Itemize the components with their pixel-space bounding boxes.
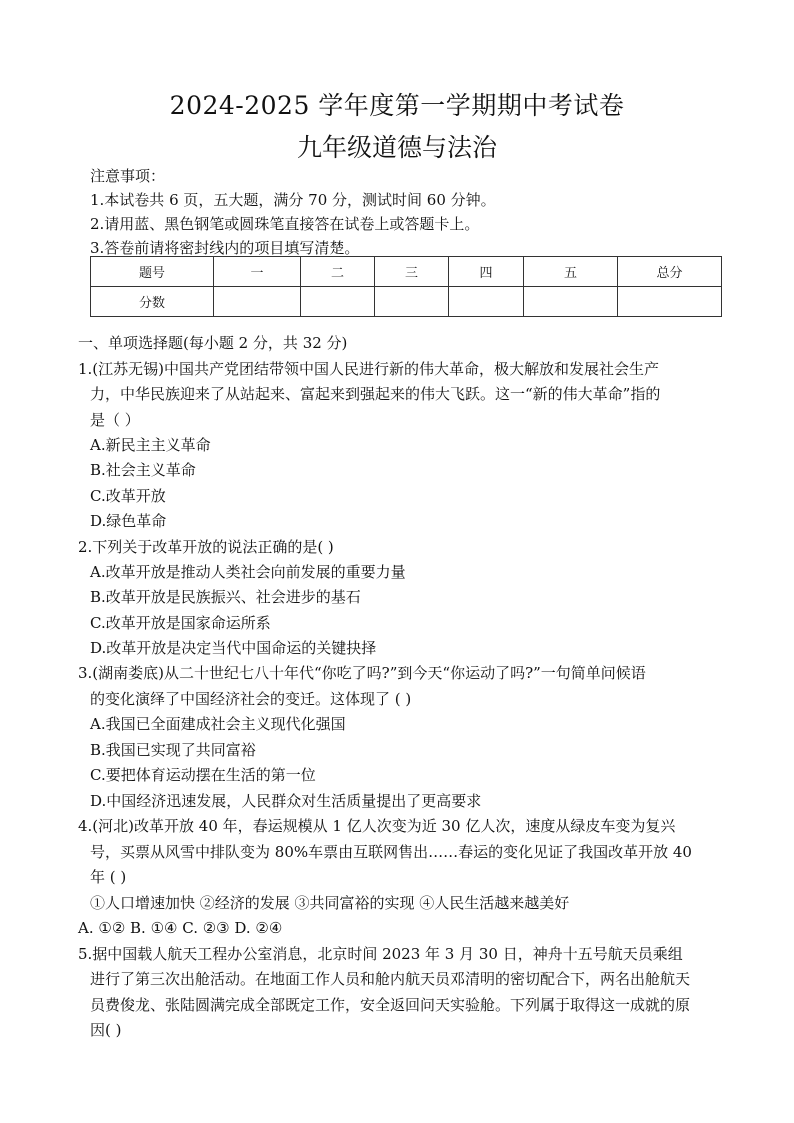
option-a: A.新民主主义革命 xyxy=(90,436,211,454)
score-cell: 一 xyxy=(214,257,301,287)
option-a: A.我国已全面建成社会主义现代化强国 xyxy=(90,715,346,733)
notice-item: 2.请用蓝、黑色钢笔或圆珠笔直接答在试卷上或答题卡上。 xyxy=(90,215,480,233)
question-text: 年 ( ) xyxy=(90,868,127,886)
score-cell: 五 xyxy=(524,257,618,287)
score-input-cell[interactable] xyxy=(618,287,722,317)
question-statements: ①人口增速加快 ②经济的发展 ③共同富裕的实现 ④人民生活越来越美好 xyxy=(90,894,570,912)
score-cell: 三 xyxy=(375,257,449,287)
question-text: 是（ ） xyxy=(90,411,140,429)
option-d: D.绿色革命 xyxy=(90,512,167,530)
question-text: 4.(河北)改革开放 40 年，春运规模从 1 亿人次变为近 30 亿人次，速度从绿皮车变为复兴 xyxy=(78,817,676,835)
score-input-cell[interactable] xyxy=(301,287,375,317)
notice-item: 1.本试卷共 6 页，五大题，满分 70 分，测试时间 60 分钟。 xyxy=(90,191,496,209)
question-text: 5.据中国载人航天工程办公室消息，北京时间 2023 年 3 月 30 日，神舟十五号航天员乘组 xyxy=(78,945,683,963)
score-input-cell[interactable] xyxy=(449,287,524,317)
question-text: 力，中华民族迎来了从站起来、富起来到强起来的伟大飞跃。这一“新的伟大革命”指的 xyxy=(90,385,661,403)
exam-title: 2024-2025 学年度第一学期期中考试卷 xyxy=(169,91,625,120)
section-heading: 一、单项选择题(每小题 2 分，共 32 分) xyxy=(78,334,348,352)
question-text: 1.(江苏无锡)中国共产党团结带领中国人民进行新的伟大革命，极大解放和发展社会生产 xyxy=(78,360,660,378)
option-c: C.改革开放是国家命运所系 xyxy=(90,614,271,632)
score-cell: 二 xyxy=(301,257,375,287)
exam-subject: 九年级道德与法治 xyxy=(296,133,497,162)
score-cell: 四 xyxy=(449,257,524,287)
question-choices: A. ①② B. ①④ C. ②③ D. ②④ xyxy=(78,919,283,937)
option-b: B.改革开放是民族振兴、社会进步的基石 xyxy=(90,588,361,606)
score-table-header-row xyxy=(91,257,722,287)
question-text: 员费俊龙、张陆圆满完成全部既定工作，安全返回问天实验舱。下列属于取得这一成就的原 xyxy=(90,996,691,1014)
option-b: B.社会主义革命 xyxy=(90,461,196,479)
score-input-cell[interactable] xyxy=(214,287,301,317)
option-c: C.要把体育运动摆在生活的第一位 xyxy=(90,766,316,784)
question-text: 因( ) xyxy=(90,1021,122,1039)
question-text: 进行了第三次出舱活动。在地面工作人员和舱内航天员邓清明的密切配合下，两名出舱航天 xyxy=(90,970,691,988)
question-text: 号，买票从风雪中排队变为 80%车票由互联网售出……春运的变化见证了我国改革开放 40 xyxy=(90,843,692,861)
score-cell-label: 分数 xyxy=(91,287,214,317)
option-c: C.改革开放 xyxy=(90,487,166,505)
option-d: D.中国经济迅速发展，人民群众对生活质量提出了更高要求 xyxy=(90,792,482,810)
score-table xyxy=(90,256,722,317)
score-input-cell[interactable] xyxy=(524,287,618,317)
option-d: D.改革开放是决定当代中国命运的关键抉择 xyxy=(90,639,377,657)
score-table-score-row xyxy=(91,287,722,317)
notice-item: 3.答卷前请将密封线内的项目填写清楚。 xyxy=(90,239,360,257)
question-text: 2.下列关于改革开放的说法正确的是( ) xyxy=(78,538,334,556)
score-cell: 总分 xyxy=(618,257,722,287)
notice-heading: 注意事项： xyxy=(90,167,166,185)
score-cell-label: 题号 xyxy=(91,257,214,287)
option-a: A.改革开放是推动人类社会向前发展的重要力量 xyxy=(90,563,406,581)
question-text: 3.(湖南娄底)从二十世纪七八十年代“你吃了吗?”到今天“你运动了吗?”一句简单问候语 xyxy=(78,664,646,682)
question-text: 的变化演绎了中国经济社会的变迁。这体现了 ( ) xyxy=(90,690,412,708)
option-b: B.我国已实现了共同富裕 xyxy=(90,741,256,759)
score-input-cell[interactable] xyxy=(375,287,449,317)
